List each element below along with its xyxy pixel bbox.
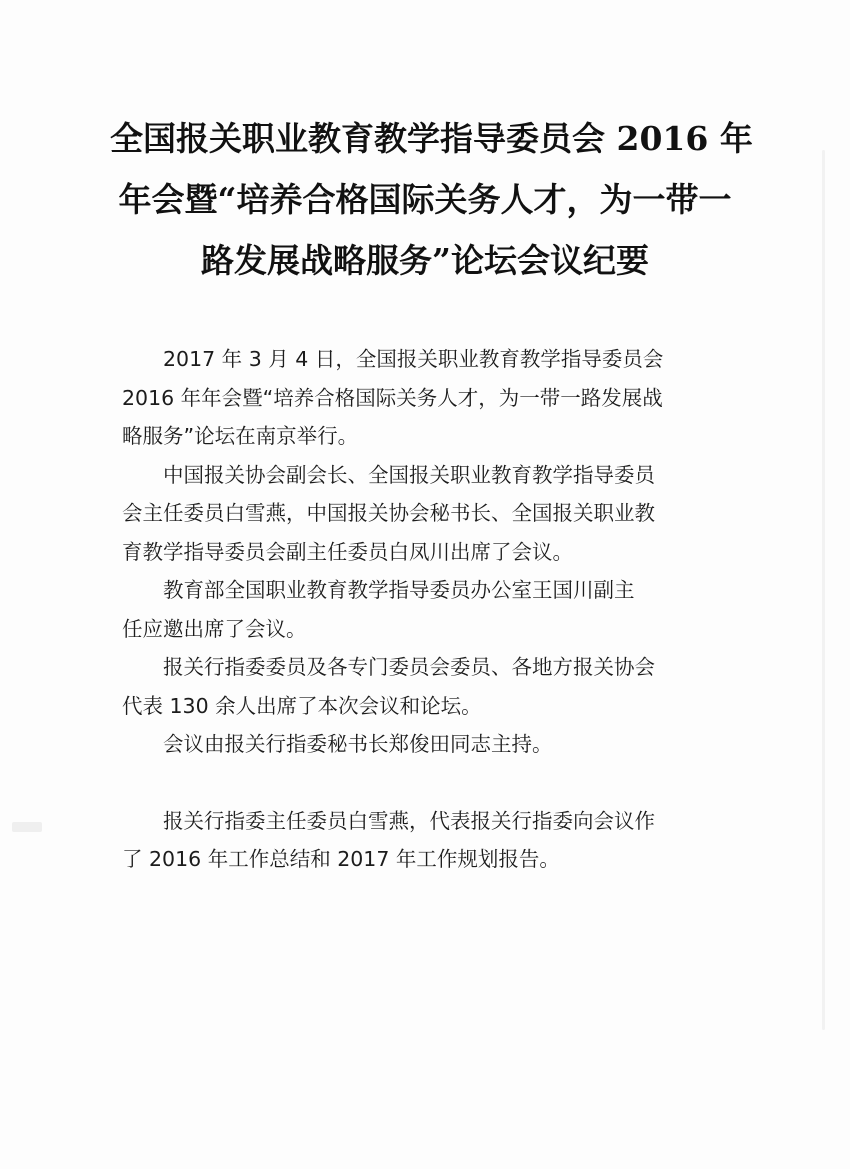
paragraph-line: 2017 年 3 月 4 日，全国报关职业教育教学指导委员会 <box>163 347 664 371</box>
paragraph-attendees-leaders <box>122 456 712 572</box>
document-title <box>110 108 753 291</box>
paragraph-line: 代表 130 余人出席了本次会议和论坛。 <box>122 693 482 718</box>
paragraph-line: 会主任委员白雪燕，中国报关协会秘书长、全国报关职业教 <box>122 501 655 525</box>
paragraph-line: 2016 年年会暨“培养合格国际关务人才，为一带一路发展战 <box>122 385 663 410</box>
paragraph-line: 育教学指导委员会副主任委员白凤川出席了会议。 <box>122 539 573 564</box>
paragraph-meeting-date <box>122 340 712 456</box>
paragraph-line: 中国报关协会副会长、全国报关职业教育教学指导委员 <box>163 462 655 487</box>
paragraph-work-report <box>122 802 712 879</box>
paragraph-line: 会议由报关行指委秘书长郑俊田同志主持。 <box>163 732 553 756</box>
paragraph-line: 任应邀出席了会议。 <box>122 616 307 641</box>
title-line-1: 全国报关职业教育教学指导委员会 2016 年 <box>110 119 753 158</box>
scan-artifact <box>12 822 42 832</box>
paragraph-host <box>122 725 712 764</box>
paragraph-ministry-guest <box>122 571 712 648</box>
paragraph-spacer <box>122 764 712 802</box>
paragraph-line: 报关行指委主任委员白雪燕，代表报关行指委向会议作 <box>163 808 655 833</box>
title-line-3: 路发展战略服务”论坛会议纪要 <box>201 241 649 280</box>
scan-artifact <box>822 150 825 1030</box>
title-line-2: 年会暨“培养合格国际关务人才，为一带一 <box>118 180 732 219</box>
paragraph-line: 了 2016 年工作总结和 2017 年工作规划报告。 <box>122 847 560 871</box>
paragraph-line: 报关行指委委员及各专门委员会委员、各地方报关协会 <box>163 655 655 679</box>
document-body <box>122 340 712 879</box>
paragraph-line: 教育部全国职业教育教学指导委员办公室王国川副主 <box>163 578 635 602</box>
paragraph-line: 略服务”论坛在南京举行。 <box>122 424 359 448</box>
paragraph-members <box>122 648 712 725</box>
